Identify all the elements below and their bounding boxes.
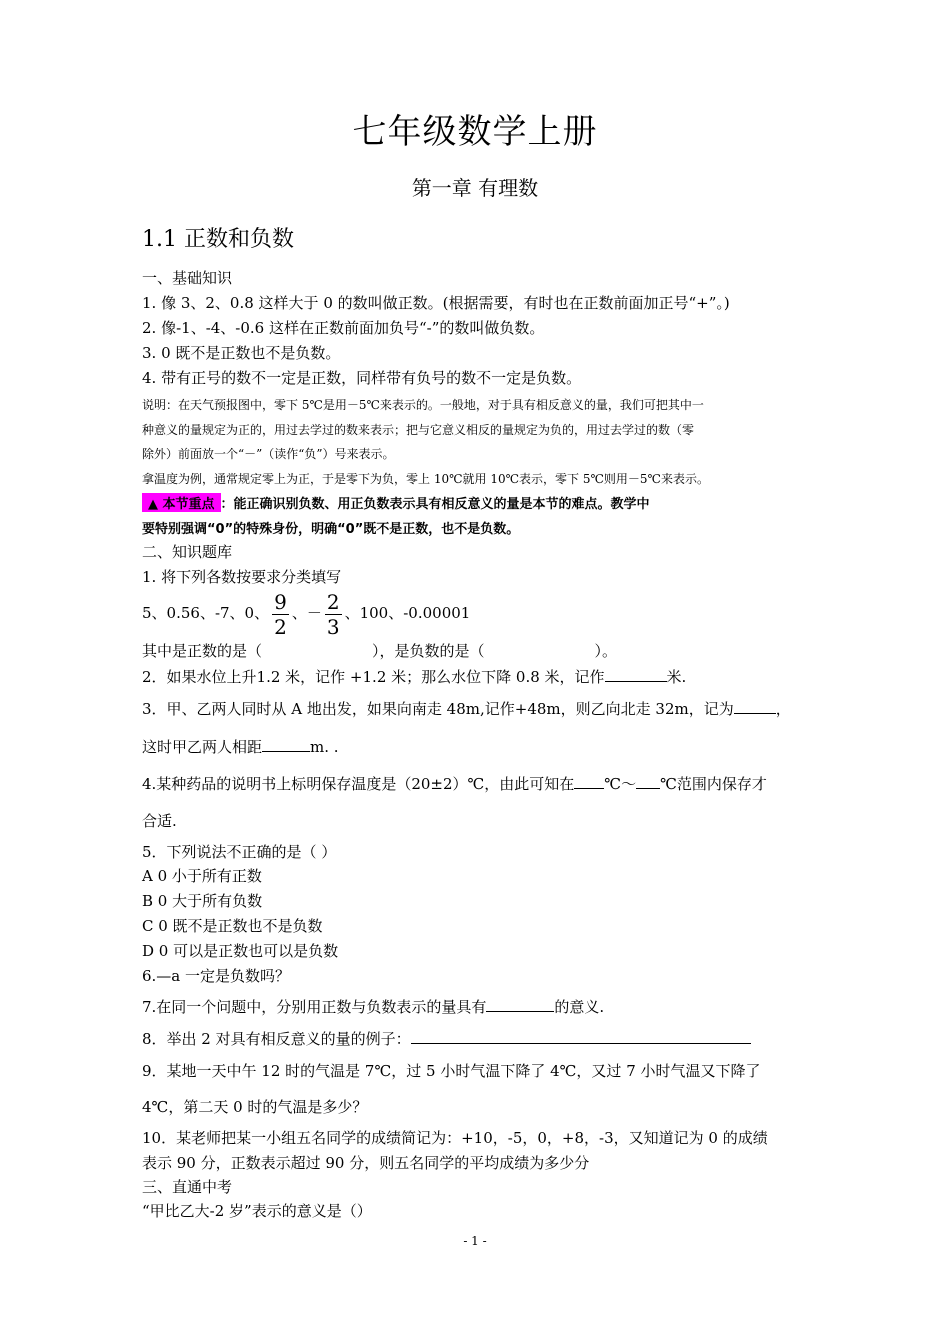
heading-exercises: 二、知识题库 <box>142 543 233 561</box>
question-1: 1. 将下列各数按要求分类填写 <box>142 568 342 586</box>
question-3-unit: m. . <box>310 738 339 756</box>
question-4-line-2: 合适. <box>142 812 177 830</box>
basic-item-3: 3. 0 既不是正数也不是负数。 <box>142 344 341 362</box>
question-10-line-1: 10．某老师把某一小组五名同学的成绩简记为：+10，-5，0，+8，-3，又知道记为 0 的成绩 <box>142 1129 768 1147</box>
question-7-blank[interactable] <box>486 997 554 1012</box>
question-3-line-1 <box>142 699 791 719</box>
question-5-option-d[interactable]: D 0 可以是正数也可以是负数 <box>142 942 339 960</box>
question-10-line-2: 表示 90 分，正数表示超过 90 分，则五名同学的平均成绩为多少分 <box>142 1154 590 1172</box>
basic-item-1: 1. 像 3、2、0.8 这样大于 0 的数叫做正数。(根据需要，有时也在正数前面加正号“+”。) <box>142 294 730 312</box>
question-5-option-b[interactable]: B 0 大于所有负数 <box>142 892 263 910</box>
key-point-text-1: ：能正确识别负数、用正负数表示具有相反意义的量是本节的难点。教学中 <box>220 497 650 512</box>
question-3-line-2 <box>142 737 339 757</box>
question-2-unit: 米. <box>666 668 687 686</box>
question-4-text-end: ℃范围内保存才 <box>660 775 767 793</box>
note-line-3: 除外）前面放一个“－”（读作“负”）号来表示。 <box>142 447 395 461</box>
fraction-nine-halves <box>272 590 289 639</box>
question-7-text: 7.在同一个问题中，分别用正数与负数表示的量具有 <box>142 998 487 1016</box>
question-3-blank-1[interactable] <box>734 699 776 714</box>
question-2-blank[interactable] <box>605 667 667 682</box>
question-2 <box>142 667 686 687</box>
question-1-answer <box>142 641 617 661</box>
question-3-distance-text: 这时甲乙两人相距 <box>142 738 263 756</box>
fraction-2-numerator: 2 <box>326 589 340 614</box>
note-line-2: 种意义的量规定为正的，用过去学过的数来表示；把与它意义相反的量规定为负的，用过去学过的数（零 <box>142 423 695 437</box>
document-title: 七年级数学上册 <box>352 112 598 152</box>
fraction-2-denominator: 3 <box>326 614 340 639</box>
question-5-option-a[interactable]: A 0 小于所有正数 <box>142 867 262 885</box>
question-3-comma: ， <box>775 700 791 718</box>
question-3-blank-2[interactable] <box>262 737 310 752</box>
question-4-text: 4.某种药品的说明书上标明保存温度是（20±2）℃，由此可知在 <box>142 775 575 793</box>
question-1-number-list <box>142 588 470 639</box>
note-line-1: 说明：在天气预报图中，零下 5℃是用－5℃来表示的。一般地，对于具有相反意义的量，我们可把其中一 <box>142 398 704 412</box>
number-list-separator: 、－ <box>291 604 322 622</box>
question-9-line-2: 4℃，第二天 0 时的气温是多少？ <box>142 1098 368 1116</box>
number-list-part-b: 、100、-0.00001 <box>344 604 471 622</box>
number-list-part-a: 5、0.56、-7、0、 <box>142 604 270 622</box>
chapter-heading: 第一章 有理数 <box>411 176 539 200</box>
key-point-badge: ▲ 本节重点 <box>142 493 221 512</box>
question-8-text: 8．举出 2 对具有相反意义的量的例子： <box>142 1030 411 1048</box>
negative-answer-label: ），是负数的是（ <box>372 642 485 660</box>
page-number: - 1 - <box>463 1234 487 1248</box>
basic-item-2: 2. 像-1、-4、-0.6 这样在正数前面加负号“-”的数叫做负数。 <box>142 319 545 337</box>
positive-answer-label: 其中是正数的是（ <box>142 642 263 660</box>
question-5: 5．下列说法不正确的是（ ） <box>142 843 337 861</box>
question-6: 6.—a 一定是负数吗？ <box>142 967 291 985</box>
fraction-two-thirds <box>325 590 342 639</box>
heading-exam: 三、直通中考 <box>142 1178 233 1196</box>
question-4-blank-2[interactable] <box>636 774 660 789</box>
note-line-4: 拿温度为例，通常规定零上为正，于是零下为负，零上 10℃就用 10℃表示，零下 5℃则用－5℃来表示。 <box>142 472 709 486</box>
exam-question-1: “甲比乙大-2 岁”表示的意义是（） <box>142 1202 372 1220</box>
question-3-text: 3．甲、乙两人同时从 A 地出发，如果向南走 48m,记作+48m，则乙向北走 32m，记为 <box>142 700 734 718</box>
key-point-line-1 <box>142 493 650 512</box>
question-8-blank[interactable] <box>411 1029 751 1044</box>
question-4-line-1 <box>142 774 767 794</box>
question-8 <box>142 1029 751 1049</box>
question-9-line-1: 9．某地一天中午 12 时的气温是 7℃，过 5 小时气温下降了 4℃，又过 7 小时气温又下降了 <box>142 1062 761 1080</box>
question-4-blank-1[interactable] <box>574 774 604 789</box>
fraction-1-denominator: 2 <box>274 614 287 639</box>
question-7-text-end: 的意义. <box>554 998 605 1016</box>
question-4-range-sep: ℃～ <box>604 775 637 793</box>
basic-item-4: 4. 带有正号的数不一定是正数，同样带有负号的数不一定是负数。 <box>142 369 582 387</box>
key-point-line-2: 要特别强调“0”的特殊身份，明确“0”既不是正数，也不是负数。 <box>142 522 520 537</box>
question-7 <box>142 997 604 1017</box>
heading-basics: 一、基础知识 <box>142 269 233 287</box>
question-2-text: 2．如果水位上升1.2 米，记作 +1.2 米；那么水位下降 0.8 米，记作 <box>142 668 605 686</box>
answer-close: ）。 <box>594 642 618 660</box>
section-heading: 1.1 正数和负数 <box>142 227 294 252</box>
question-5-option-c[interactable]: C 0 既不是正数也不是负数 <box>142 917 323 935</box>
fraction-1-numerator: 9 <box>274 589 287 614</box>
